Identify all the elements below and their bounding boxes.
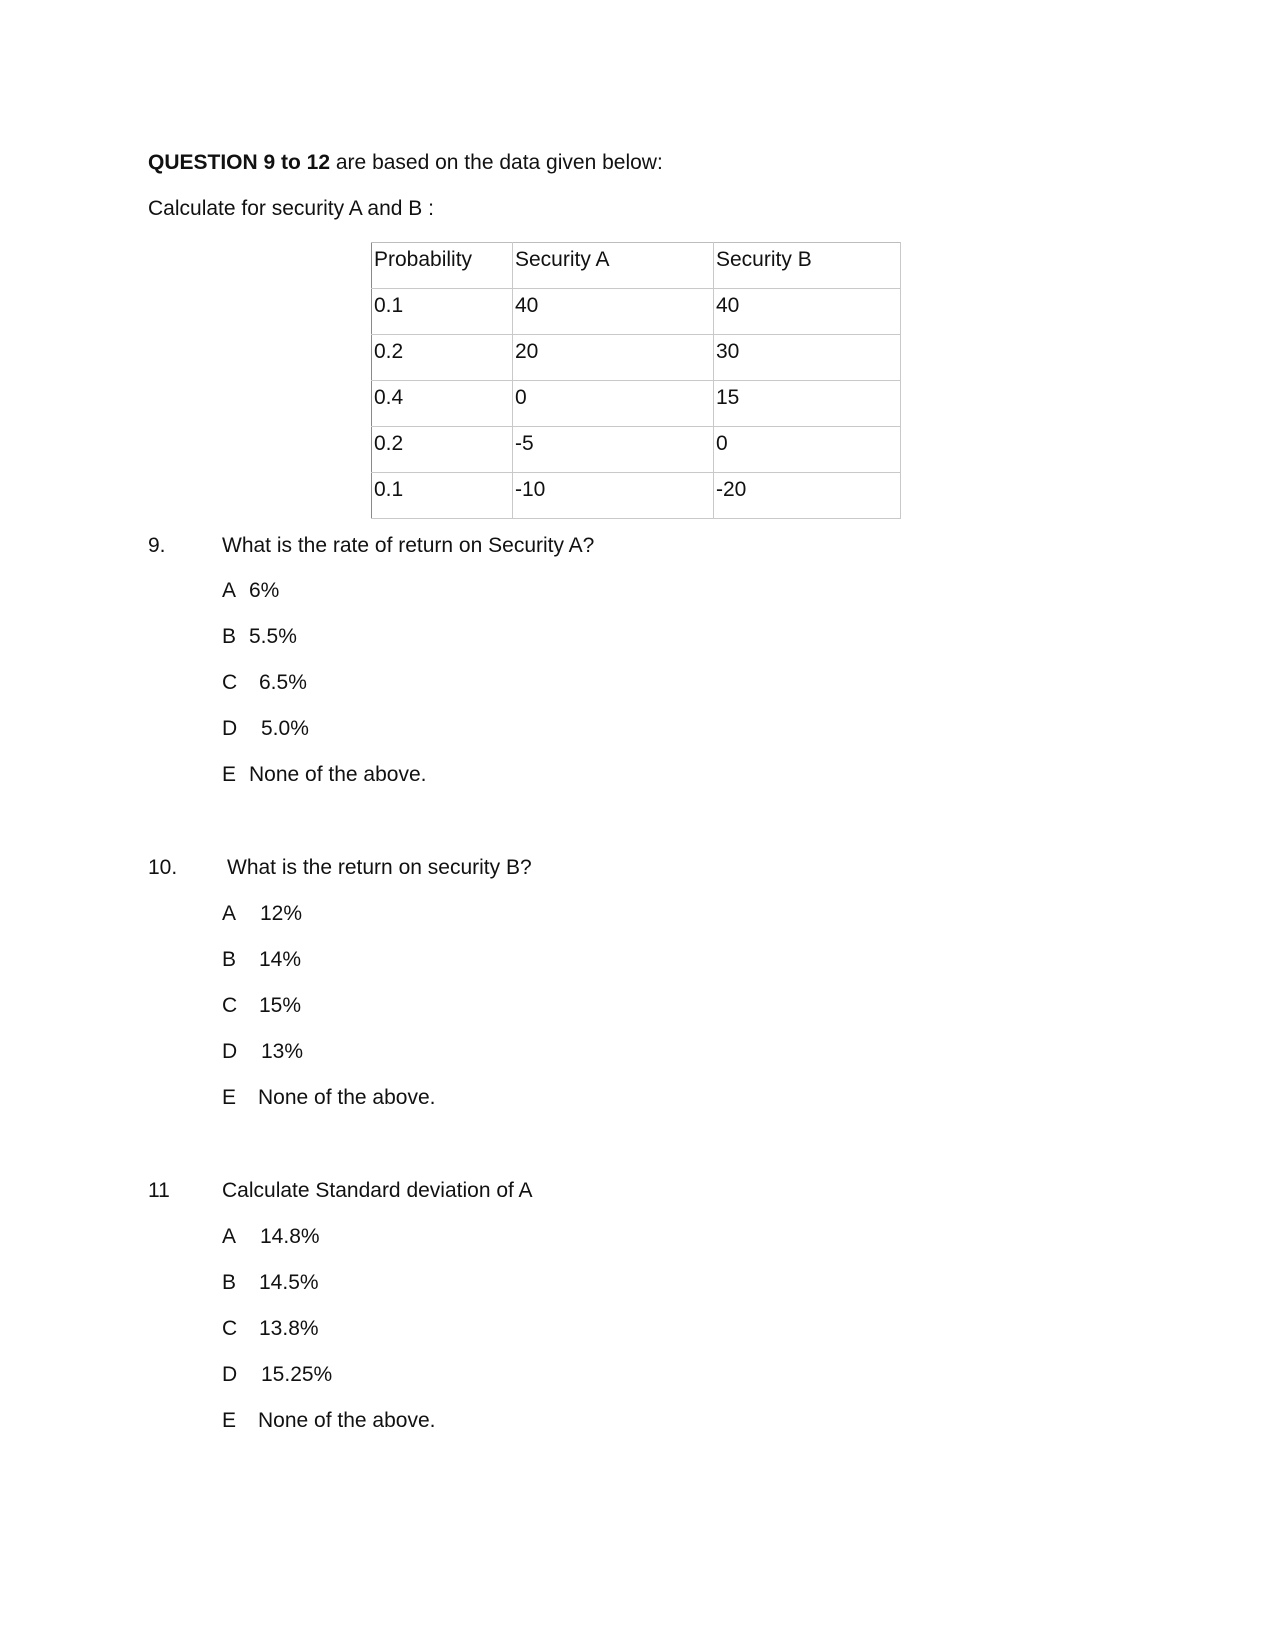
table-row — [372, 427, 901, 473]
table-header-row — [372, 243, 901, 289]
option-letter: D — [222, 717, 238, 740]
option-text: 13% — [261, 1040, 304, 1063]
cell-probability: 0.1 — [372, 289, 513, 335]
option-letter: B — [222, 625, 237, 648]
cell-security-a: -10 — [513, 473, 714, 519]
header-probability: Probability — [372, 243, 513, 289]
question-text: Calculate Standard deviation of A — [222, 1179, 533, 1202]
option-text: 6.5% — [259, 671, 307, 694]
option-letter: D — [222, 1040, 238, 1063]
option-text: 6% — [249, 579, 280, 602]
option-letter: C — [222, 671, 238, 694]
option-text: None of the above. — [258, 1409, 436, 1432]
option-letter: C — [222, 994, 238, 1017]
question-number: 9. — [148, 534, 166, 557]
option-text: 13.8% — [259, 1317, 319, 1340]
cell-security-b: 40 — [714, 289, 901, 335]
cell-probability: 0.2 — [372, 335, 513, 381]
instruction-text: Calculate for security A and B : — [148, 197, 434, 220]
option-letter: B — [222, 1271, 237, 1294]
option-letter: A — [222, 1225, 237, 1248]
option-letter: E — [222, 1409, 237, 1432]
section-heading-rest: are based on the data given below: — [330, 151, 663, 174]
option-text: 14.8% — [260, 1225, 320, 1248]
option-text: 14.5% — [259, 1271, 319, 1294]
option-text: 14% — [259, 948, 302, 971]
option-text: 5.5% — [249, 625, 297, 648]
cell-probability: 0.2 — [372, 427, 513, 473]
option-letter: C — [222, 1317, 238, 1340]
option-letter: E — [222, 1086, 237, 1109]
option-text: 15.25% — [261, 1363, 333, 1386]
option-letter: E — [222, 763, 237, 786]
header-security-a: Security A — [513, 243, 714, 289]
table-row — [372, 473, 901, 519]
option-letter: B — [222, 948, 237, 971]
option-letter: A — [222, 579, 237, 602]
cell-security-b: 30 — [714, 335, 901, 381]
option-letter: A — [222, 902, 237, 925]
question-number: 10. — [148, 856, 178, 879]
question-text: What is the rate of return on Security A? — [222, 534, 595, 557]
cell-security-a: 40 — [513, 289, 714, 335]
returns-table — [371, 242, 901, 519]
option-text: 12% — [260, 902, 303, 925]
cell-security-a: -5 — [513, 427, 714, 473]
cell-probability: 0.1 — [372, 473, 513, 519]
option-text: 15% — [259, 994, 302, 1017]
option-text: None of the above. — [249, 763, 427, 786]
cell-security-b: 15 — [714, 381, 901, 427]
option-text: 5.0% — [261, 717, 309, 740]
table-row — [372, 335, 901, 381]
question-text: What is the return on security B? — [227, 856, 532, 879]
header-security-b: Security B — [714, 243, 901, 289]
section-heading-bold: QUESTION 9 to 12 — [148, 151, 331, 174]
cell-security-b: -20 — [714, 473, 901, 519]
cell-security-a: 0 — [513, 381, 714, 427]
cell-probability: 0.4 — [372, 381, 513, 427]
cell-security-b: 0 — [714, 427, 901, 473]
table-row — [372, 289, 901, 335]
option-text: None of the above. — [258, 1086, 436, 1109]
cell-security-a: 20 — [513, 335, 714, 381]
section-heading — [148, 152, 663, 173]
option-letter: D — [222, 1363, 238, 1386]
question-number: 11 — [148, 1179, 170, 1202]
table-row — [372, 381, 901, 427]
